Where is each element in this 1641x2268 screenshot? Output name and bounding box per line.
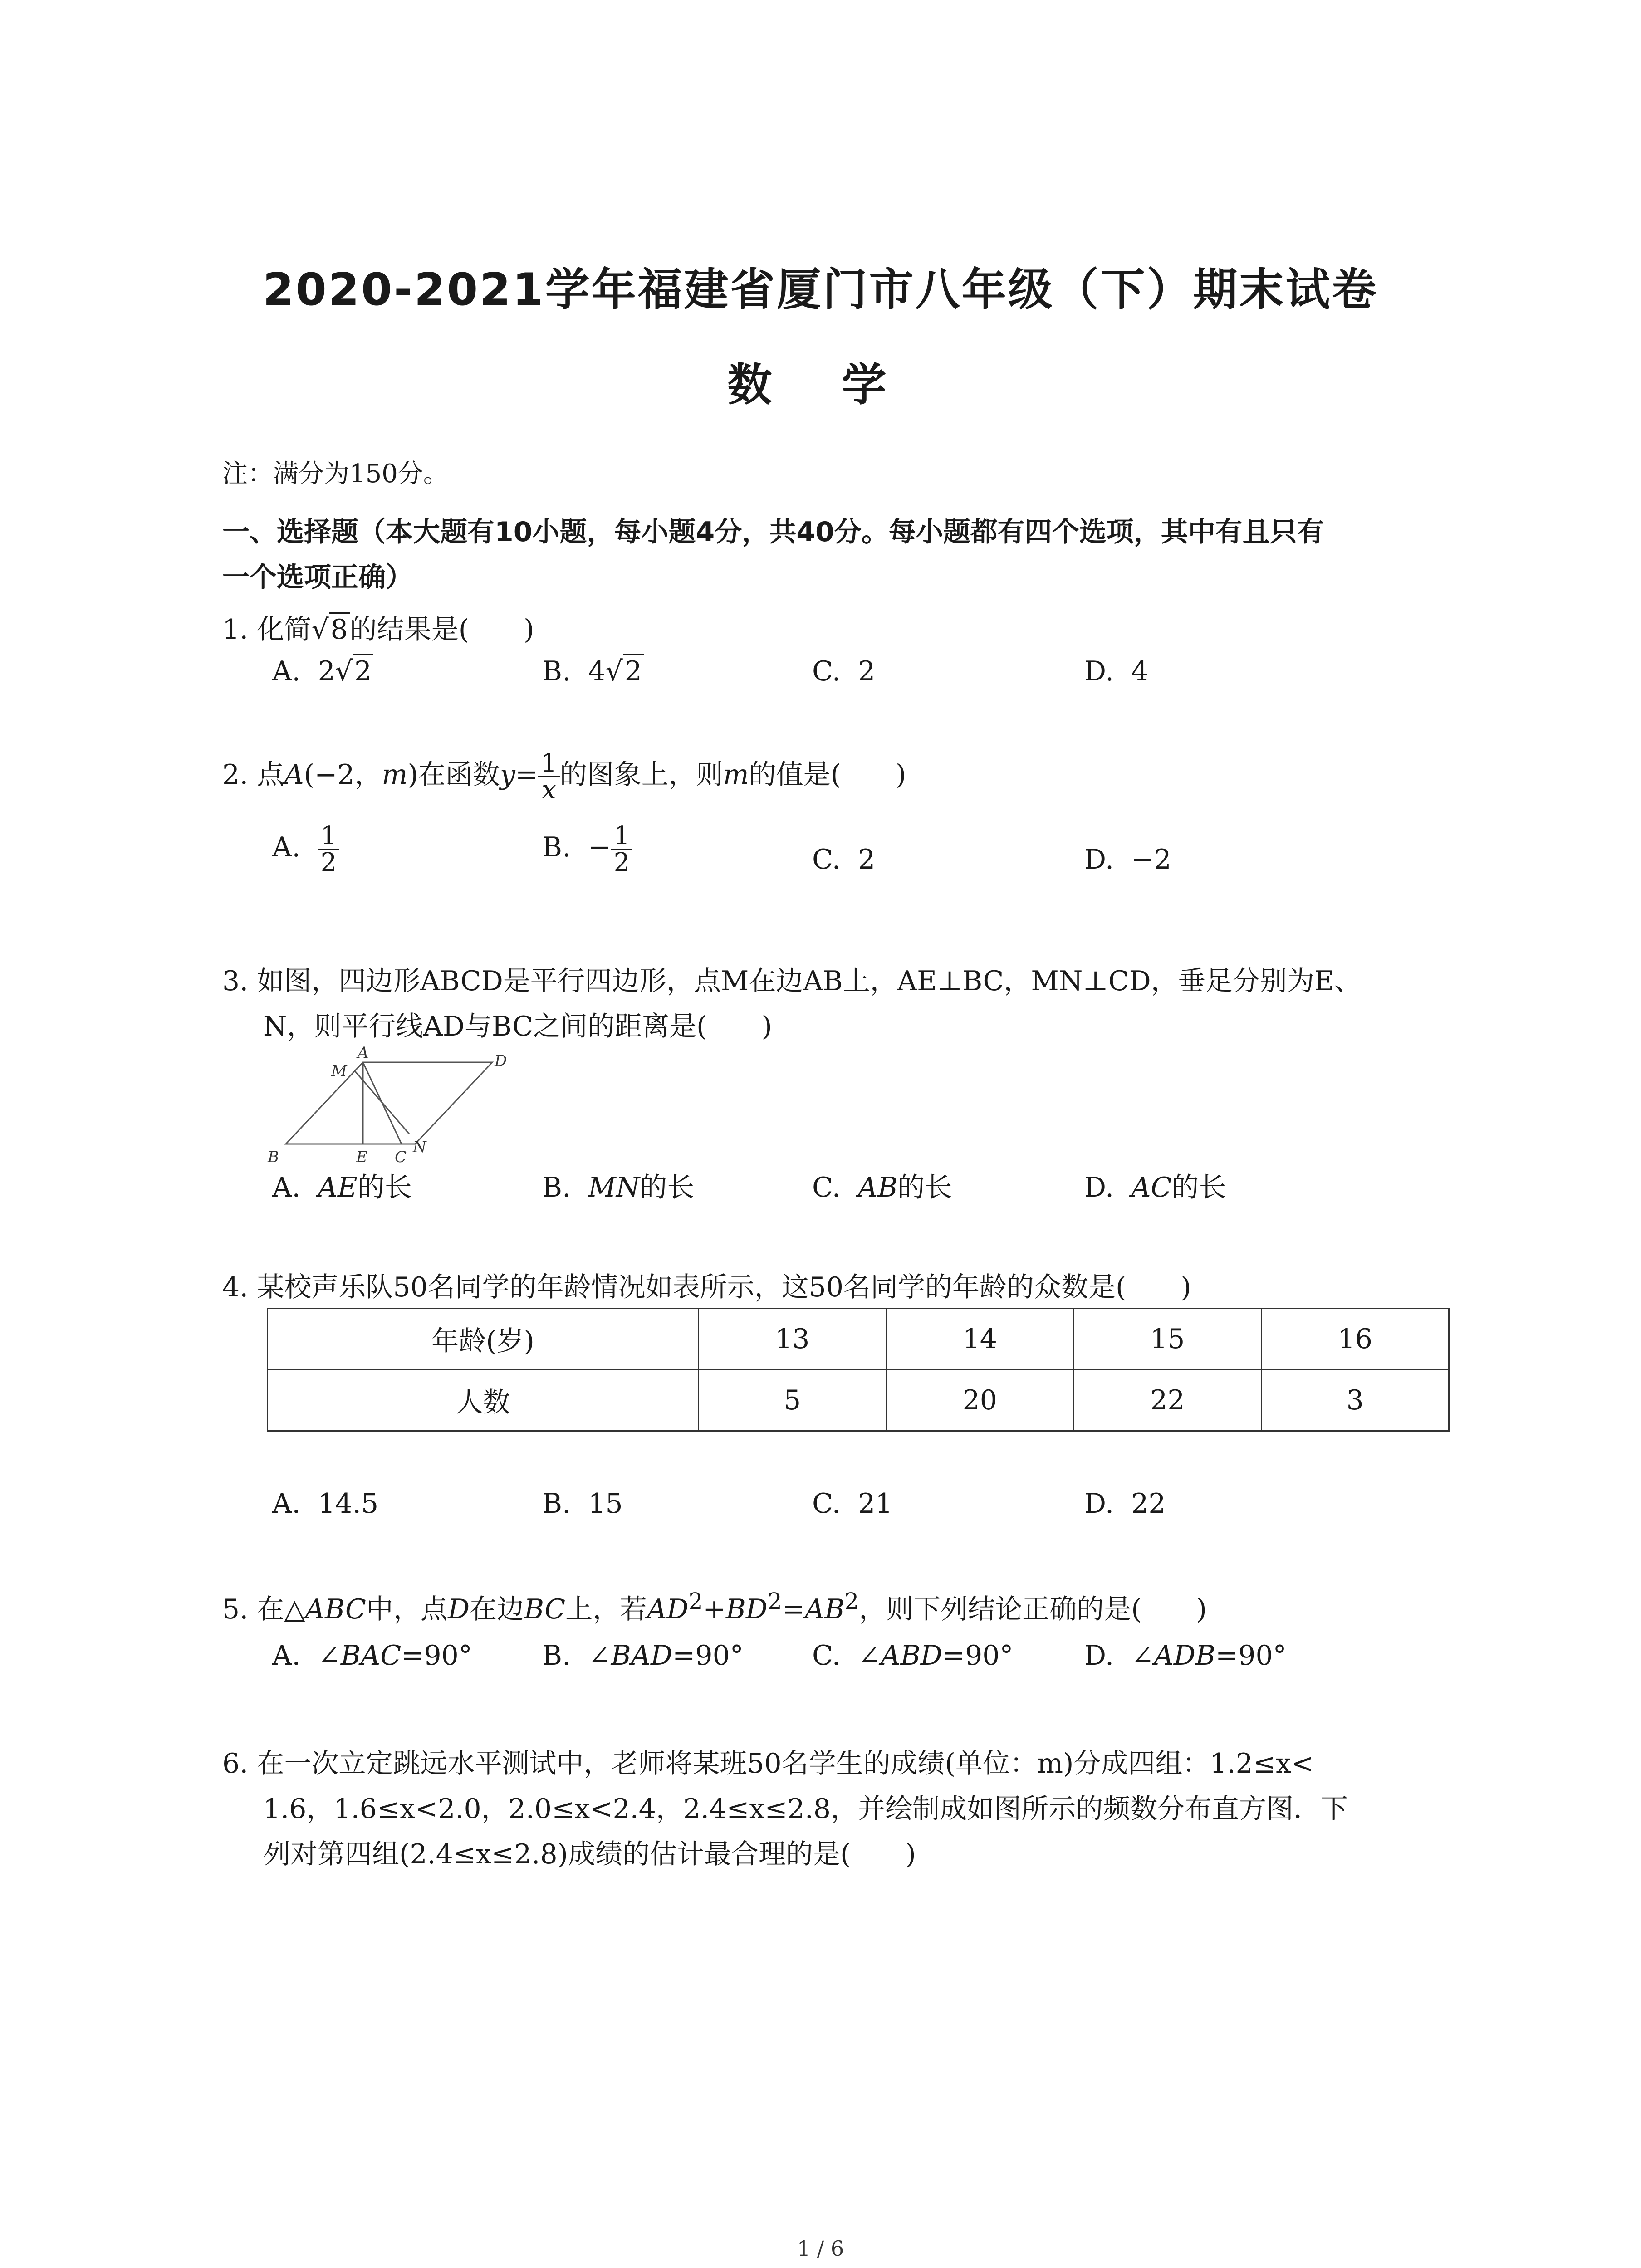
option-value: =90° — [672, 1640, 744, 1672]
option-a — [272, 823, 339, 875]
variable: m — [382, 759, 408, 791]
question-3-line1 — [222, 959, 1362, 998]
option-value: 的长 — [357, 1172, 412, 1203]
variable: AC — [1131, 1172, 1172, 1203]
option-label: A. — [272, 1488, 301, 1520]
variable: MN — [588, 1172, 640, 1203]
variable: AB — [805, 1593, 845, 1625]
option-label: C. — [812, 1640, 841, 1672]
option-label: B. — [542, 831, 571, 864]
option-label: C. — [812, 1172, 841, 1203]
exponent: 2 — [767, 1588, 782, 1614]
question-number: 2. — [222, 759, 249, 791]
option-b — [542, 655, 644, 687]
variable: BC — [524, 1593, 566, 1625]
question-text: 上，若 — [565, 1593, 647, 1625]
variable: A — [284, 759, 304, 791]
question-3-line2: N，则平行线AD与BC之间的距离是( ) — [263, 1011, 772, 1042]
question-number: 3. — [222, 965, 249, 997]
option-b — [542, 823, 632, 875]
option-value: 22 — [1131, 1488, 1166, 1520]
variable: AD — [647, 1593, 689, 1625]
option-label: B. — [542, 655, 571, 687]
option-label: D. — [1084, 655, 1114, 687]
table-cell: 人数 — [268, 1370, 699, 1431]
radicand: 8 — [329, 612, 350, 645]
option-value: 的长 — [1171, 1172, 1226, 1203]
denominator: 2 — [611, 849, 633, 875]
question-text: 某校声乐队50名同学的年龄情况如表所示，这50名同学的年龄的众数是( ) — [257, 1271, 1191, 1303]
variable: AE — [318, 1172, 358, 1203]
fraction — [538, 748, 560, 805]
angle-symbol: ∠ — [588, 1640, 611, 1672]
variable: BD — [725, 1593, 768, 1625]
variable: ABC — [305, 1593, 366, 1625]
option-label: B. — [542, 1640, 571, 1672]
question-number: 1. — [222, 614, 249, 645]
question-text: 的值是( ) — [749, 759, 906, 791]
question-6-line2: 1.6，1.6≤x<2.0，2.0≤x<2.4，2.4≤x≤2.8，并绘制成如图所示的频数分布直方图．下 — [263, 1793, 1348, 1825]
option-label: B. — [542, 1172, 571, 1203]
sqrt-expression: √2 — [606, 655, 644, 687]
label-b: B — [268, 1148, 279, 1166]
option-label: A. — [272, 655, 301, 687]
table-cell: 16 — [1261, 1309, 1449, 1370]
label-e: E — [356, 1148, 367, 1166]
option-a — [272, 655, 373, 687]
table-row — [268, 1370, 1449, 1431]
label-m: M — [331, 1062, 347, 1080]
option-label: A. — [272, 1172, 301, 1203]
option-label: A. — [272, 831, 301, 864]
option-label: D. — [1084, 1172, 1114, 1203]
table-cell: 年龄(岁) — [268, 1309, 699, 1370]
question-text: 在△ — [257, 1593, 305, 1625]
variable: m — [723, 759, 749, 791]
table-row — [268, 1309, 1449, 1370]
question-text: )在函数 — [407, 759, 500, 791]
option-a — [272, 1488, 378, 1520]
table-cell: 22 — [1074, 1370, 1262, 1431]
minus-sign: − — [588, 831, 611, 864]
option-d — [1084, 1640, 1287, 1672]
option-label: D. — [1084, 1488, 1114, 1520]
table-cell: 15 — [1074, 1309, 1262, 1370]
question-1 — [222, 608, 534, 647]
question-text: 在边 — [470, 1593, 524, 1625]
option-a — [272, 1166, 412, 1205]
option-label: D. — [1084, 844, 1114, 875]
question-6-line1 — [222, 1742, 1314, 1781]
numerator: 1 — [320, 821, 337, 850]
variable: ADB — [1154, 1640, 1216, 1672]
option-a — [272, 1640, 472, 1672]
sqrt-expression: √8 — [311, 614, 349, 645]
radicand: 2 — [353, 654, 373, 687]
angle-symbol: ∠ — [1131, 1640, 1154, 1672]
question-text: 中，点 — [366, 1593, 448, 1625]
variable: D — [447, 1593, 470, 1625]
option-value: 的长 — [640, 1172, 695, 1203]
option-d — [1084, 1166, 1226, 1205]
option-c — [812, 1640, 1013, 1672]
option-c — [812, 1166, 952, 1205]
denominator: x — [538, 776, 560, 803]
variable: y — [500, 759, 515, 791]
variable: ABD — [881, 1640, 942, 1672]
angle-symbol: ∠ — [318, 1640, 341, 1672]
table-cell: 3 — [1261, 1370, 1449, 1431]
exponent: 2 — [844, 1588, 859, 1614]
question-text: + — [703, 1593, 726, 1625]
question-text: 在一次立定跳远水平测试中，老师将某班50名学生的成绩(单位：m)分成四组：1.2≤x< — [257, 1748, 1314, 1779]
option-value: =90° — [1215, 1640, 1287, 1672]
option-value: =90° — [942, 1640, 1014, 1672]
radicand: 2 — [623, 654, 644, 687]
option-value: 15 — [588, 1488, 623, 1520]
option-c — [812, 844, 875, 875]
table-cell: 14 — [886, 1309, 1074, 1370]
question-number: 4. — [222, 1271, 249, 1303]
numerator: 1 — [541, 748, 557, 778]
denominator: 2 — [318, 849, 340, 875]
subject-title: 数 学 — [727, 359, 914, 411]
parallelogram-abcd — [286, 1062, 492, 1144]
fraction — [611, 823, 633, 875]
exam-title: 2020-2021学年福建省厦门市八年级（下）期末试卷 — [263, 264, 1378, 316]
option-value: 的长 — [897, 1172, 952, 1203]
question-number: 5. — [222, 1593, 249, 1625]
option-b — [542, 1166, 694, 1205]
table-cell: 5 — [699, 1370, 887, 1431]
label-n: N — [413, 1138, 426, 1156]
option-label: C. — [812, 844, 841, 875]
question-6-line3: 列对第四组(2.4≤x≤2.8)成绩的估计最合理的是( ) — [263, 1838, 916, 1870]
question-number: 6. — [222, 1748, 249, 1779]
option-label: B. — [542, 1488, 571, 1520]
option-d — [1084, 655, 1148, 687]
sqrt-expression: √2 — [335, 655, 373, 687]
option-c — [812, 1488, 892, 1520]
question-text: 的结果是( ) — [349, 614, 534, 645]
score-note: 注：满分为150分。 — [222, 459, 449, 489]
option-value: =90° — [401, 1640, 472, 1672]
question-text: 点 — [257, 759, 284, 791]
option-label: D. — [1084, 1640, 1114, 1672]
question-text: = — [515, 759, 539, 791]
option-c — [812, 655, 875, 687]
section-heading-line1: 一、选择题（本大题有10小题，每小题4分，共40分。每小题都有四个选项，其中有且只有 — [222, 516, 1324, 548]
option-b — [542, 1640, 744, 1672]
angle-symbol: ∠ — [858, 1640, 881, 1672]
option-label: C. — [812, 655, 841, 687]
age-table — [267, 1308, 1450, 1432]
option-b — [542, 1488, 623, 1520]
question-2 — [222, 748, 906, 805]
question-text: (−2， — [304, 759, 382, 791]
option-d — [1084, 1488, 1166, 1520]
option-value: 2 — [858, 844, 876, 875]
variable: AB — [858, 1172, 898, 1203]
question-text: = — [782, 1593, 805, 1625]
question-4 — [222, 1266, 1191, 1305]
label-d: D — [495, 1052, 507, 1070]
page-number: 1 / 6 — [797, 2236, 844, 2261]
question-5 — [222, 1588, 1207, 1627]
option-value: 4 — [588, 655, 606, 687]
question-text: ，则下列结论正确的是( ) — [859, 1593, 1207, 1625]
option-value: 2 — [858, 655, 876, 687]
question-text: 的图象上，则 — [559, 759, 723, 791]
exponent: 2 — [688, 1588, 703, 1614]
label-c: C — [395, 1148, 407, 1166]
option-label: A. — [272, 1640, 301, 1672]
section-heading-line2: 一个选项正确） — [222, 562, 413, 593]
question-text: 如图，四边形ABCD是平行四边形，点M在边AB上，AE⊥BC，MN⊥CD，垂足分别为E、 — [257, 965, 1362, 997]
table-cell: 13 — [699, 1309, 887, 1370]
label-a: A — [358, 1044, 369, 1062]
option-value: 4 — [1131, 655, 1149, 687]
numerator: 1 — [613, 821, 630, 850]
question-text: 化简 — [257, 614, 312, 645]
option-d — [1084, 844, 1171, 875]
option-value: 21 — [858, 1488, 893, 1520]
option-label: C. — [812, 1488, 841, 1520]
option-value: 14.5 — [318, 1488, 379, 1520]
option-value: −2 — [1131, 844, 1171, 875]
table-cell: 20 — [886, 1370, 1074, 1431]
variable: BAC — [340, 1640, 402, 1672]
variable: BAD — [611, 1640, 673, 1672]
parallelogram-figure — [254, 1043, 508, 1166]
option-value: 2 — [318, 655, 335, 687]
fraction — [318, 823, 340, 875]
